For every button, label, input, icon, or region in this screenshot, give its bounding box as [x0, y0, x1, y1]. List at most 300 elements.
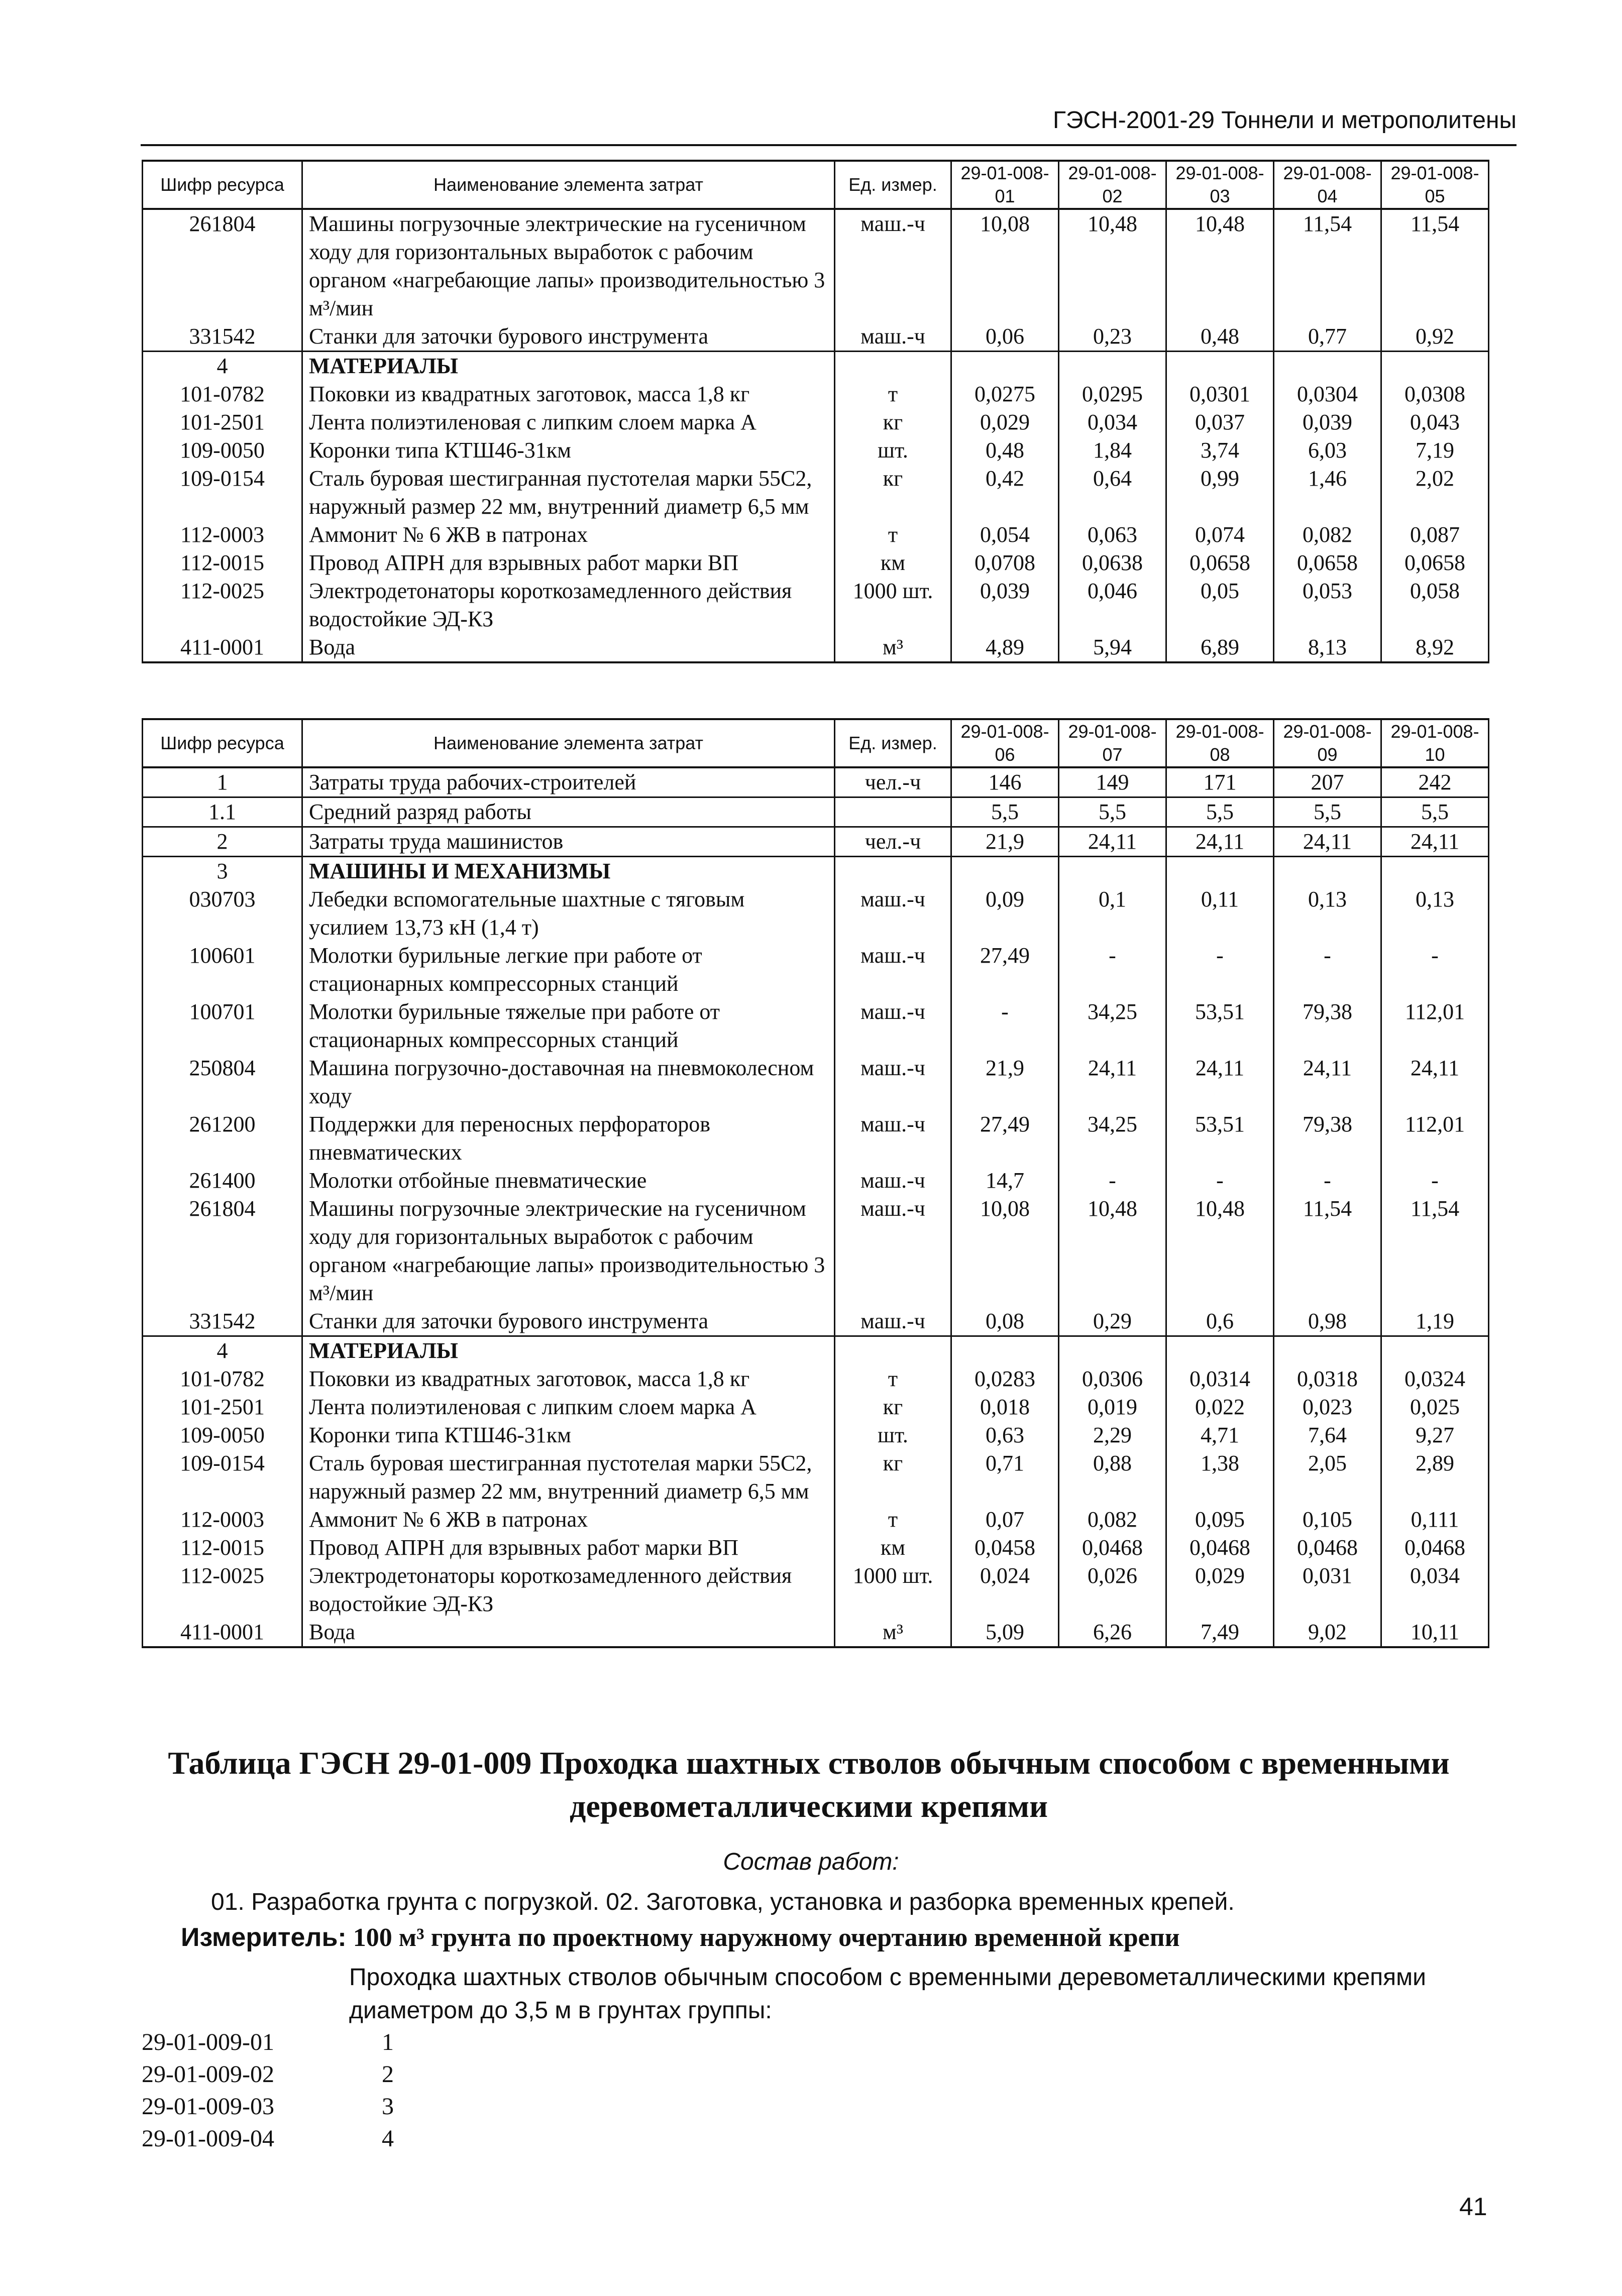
value-cell: 0,77 [1274, 322, 1381, 352]
table-row [143, 1421, 1489, 1449]
value-cell: 10,48 [1059, 209, 1166, 322]
value-cell [1274, 1336, 1381, 1365]
resource-name: Коронки типа КТШ46-31км [302, 1421, 835, 1449]
resource-name: Молотки бурильные легкие при работе от стационарных компрессорных станций [302, 942, 835, 998]
value-cell: 0,63 [951, 1421, 1059, 1449]
code: 29-01-009-03 [142, 2093, 274, 2120]
value-cell: 0,0283 [951, 1365, 1059, 1393]
unit [835, 797, 951, 827]
resource-code: 261200 [143, 1110, 302, 1167]
table-row [143, 797, 1489, 827]
table-row [143, 767, 1489, 797]
value-cell: 0,087 [1381, 521, 1489, 549]
resource-name: Молотки отбойные пневматические [302, 1167, 835, 1195]
value-cell: 10,11 [1381, 1618, 1489, 1647]
value-cell [1166, 1336, 1274, 1365]
unit: т [835, 1506, 951, 1534]
value-cell: 0,48 [1166, 322, 1274, 352]
table-row [143, 1307, 1489, 1336]
resource-code: 411-0001 [143, 633, 302, 662]
column-header: 29-01-008-10 [1381, 719, 1489, 767]
unit: кг [835, 465, 951, 521]
table-row [143, 1365, 1489, 1393]
column-header: 29-01-008-02 [1059, 161, 1166, 209]
code: 29-01-009-02 [142, 2061, 274, 2088]
value-cell: 3,74 [1166, 436, 1274, 465]
unit: кг [835, 1449, 951, 1506]
page-header [141, 103, 1517, 146]
unit: маш.-ч [835, 1110, 951, 1167]
resource-code: 101-2501 [143, 1393, 302, 1421]
value-cell: 10,48 [1059, 1195, 1166, 1307]
value-cell: 5,09 [951, 1618, 1059, 1647]
resource-code: 101-0782 [143, 1365, 302, 1393]
value-cell: 0,0324 [1381, 1365, 1489, 1393]
value-cell: 5,5 [1166, 797, 1274, 827]
table-row [143, 521, 1489, 549]
resource-name: Машины погрузочные электрические на гусеничном ходу для горизонтальных выработок с рабочим органом «нагребающие лапы» производительностью 3 м³/мин [302, 209, 835, 322]
unit: кг [835, 408, 951, 436]
value-cell: 0,42 [951, 465, 1059, 521]
section-title: Таблица ГЭСН 29-01-009 Проходка шахтных стволов обычным способом с временными деревометаллическими крепями [168, 1745, 1450, 1824]
value-cell: 0,034 [1059, 408, 1166, 436]
group: 3 [382, 2093, 394, 2120]
value-cell: 0,13 [1381, 885, 1489, 942]
value-cell: 0,026 [1059, 1562, 1166, 1618]
unit [835, 352, 951, 381]
value-cell: 6,03 [1274, 436, 1381, 465]
value-cell: 0,023 [1274, 1393, 1381, 1421]
resource-code: 112-0025 [143, 1562, 302, 1618]
group: 1 [382, 2029, 394, 2055]
value-cell [951, 857, 1059, 886]
resource-name: МАТЕРИАЛЫ [302, 352, 835, 381]
value-cell: 24,11 [1166, 1054, 1274, 1110]
table-row [143, 633, 1489, 662]
value-cell: 0,082 [1059, 1506, 1166, 1534]
value-cell: - [1274, 1167, 1381, 1195]
unit: чел.-ч [835, 827, 951, 857]
resource-code: 112-0003 [143, 521, 302, 549]
value-cell: 0,0304 [1274, 380, 1381, 408]
value-cell: 11,54 [1274, 209, 1381, 322]
table-row [143, 1167, 1489, 1195]
value-cell: 7,64 [1274, 1421, 1381, 1449]
column-header: 29-01-008-01 [951, 161, 1059, 209]
unit: м³ [835, 1618, 951, 1647]
resource-code: 109-0154 [143, 1449, 302, 1506]
value-cell: 0,06 [951, 322, 1059, 352]
table-header-row [143, 161, 1489, 209]
value-cell: 0,053 [1274, 577, 1381, 633]
value-cell: 4,71 [1166, 1421, 1274, 1449]
value-cell: - [1059, 1167, 1166, 1195]
value-cell: 14,7 [951, 1167, 1059, 1195]
value-cell: 0,0275 [951, 380, 1059, 408]
value-cell [1274, 857, 1381, 886]
resource-code: 3 [143, 857, 302, 886]
value-cell: 8,13 [1274, 633, 1381, 662]
resource-name: Лента полиэтиленовая с липким слоем марка А [302, 1393, 835, 1421]
value-cell: 7,49 [1166, 1618, 1274, 1647]
resource-code: 101-0782 [143, 380, 302, 408]
value-cell: 9,27 [1381, 1421, 1489, 1449]
unit: т [835, 521, 951, 549]
table-row [143, 465, 1489, 521]
value-cell: 0,11 [1166, 885, 1274, 942]
value-cell: 0,48 [951, 436, 1059, 465]
table-row [143, 577, 1489, 633]
table-header-row [143, 719, 1489, 767]
group: 2 [382, 2061, 394, 2088]
value-cell: 9,02 [1274, 1618, 1381, 1647]
value-cell: 27,49 [951, 1110, 1059, 1167]
resource-code: 250804 [143, 1054, 302, 1110]
value-cell: 0,034 [1381, 1562, 1489, 1618]
value-cell: 34,25 [1059, 1110, 1166, 1167]
value-cell: 0,0658 [1381, 549, 1489, 577]
value-cell: 8,92 [1381, 633, 1489, 662]
unit: маш.-ч [835, 209, 951, 322]
section-description: Проходка шахтных стволов обычным способом с временными деревометаллическими крепями диаметром до 3,5 м в грунтах группы: [349, 1964, 1426, 2024]
value-cell: 0,0295 [1059, 380, 1166, 408]
value-cell: 10,48 [1166, 209, 1274, 322]
value-cell: 0,05 [1166, 577, 1274, 633]
unit: шт. [835, 1421, 951, 1449]
unit [835, 857, 951, 886]
value-cell: 0,029 [951, 408, 1059, 436]
value-cell: - [1059, 942, 1166, 998]
resource-name: Лебедки вспомогательные шахтные с тяговым усилием 13,73 кН (1,4 т) [302, 885, 835, 942]
column-header: Ед. измер. [835, 161, 951, 209]
value-cell: 24,11 [1274, 1054, 1381, 1110]
value-cell: 0,0306 [1059, 1365, 1166, 1393]
value-cell: 24,11 [1166, 827, 1274, 857]
unit: кг [835, 1393, 951, 1421]
resource-name: Затраты труда машинистов [302, 827, 835, 857]
value-cell: 0,98 [1274, 1307, 1381, 1336]
table-row [143, 352, 1489, 381]
resource-name: Средний разряд работы [302, 797, 835, 827]
value-cell: 0,037 [1166, 408, 1274, 436]
value-cell [1381, 857, 1489, 886]
value-cell: 11,54 [1274, 1195, 1381, 1307]
value-cell: 0,074 [1166, 521, 1274, 549]
value-cell: 1,46 [1274, 465, 1381, 521]
measure [181, 1922, 1180, 1953]
resource-code: 2 [143, 827, 302, 857]
value-cell: 0,0658 [1166, 549, 1274, 577]
value-cell: 1,38 [1166, 1449, 1274, 1506]
measure-label: Измеритель: [181, 1923, 347, 1952]
value-cell: 0,058 [1381, 577, 1489, 633]
value-cell: 5,5 [951, 797, 1059, 827]
value-cell: 24,11 [1059, 1054, 1166, 1110]
value-cell: 6,89 [1166, 633, 1274, 662]
resource-code: 4 [143, 352, 302, 381]
value-cell: 0,024 [951, 1562, 1059, 1618]
resource-name: Поковки из квадратных заготовок, масса 1,8 кг [302, 380, 835, 408]
resource-code: 261400 [143, 1167, 302, 1195]
unit: маш.-ч [835, 1307, 951, 1336]
value-cell: 5,5 [1381, 797, 1489, 827]
value-cell: 0,0658 [1274, 549, 1381, 577]
table-row [143, 1110, 1489, 1167]
value-cell: 10,48 [1166, 1195, 1274, 1307]
column-header: Шифр ресурса [143, 719, 302, 767]
value-cell: 0,043 [1381, 408, 1489, 436]
resource-name: Электродетонаторы короткозамедленного действия водостойкие ЭД-КЗ [302, 577, 835, 633]
unit: маш.-ч [835, 322, 951, 352]
resource-code: 331542 [143, 1307, 302, 1336]
column-header: Наименование элемента затрат [302, 719, 835, 767]
value-cell: - [1381, 942, 1489, 998]
resource-name: Вода [302, 1618, 835, 1647]
value-cell: 0,92 [1381, 322, 1489, 352]
unit: чел.-ч [835, 767, 951, 797]
value-cell: 0,0468 [1166, 1534, 1274, 1562]
value-cell: 21,9 [951, 1054, 1059, 1110]
column-header: Шифр ресурса [143, 161, 302, 209]
value-cell [951, 352, 1059, 381]
value-cell: 24,11 [1381, 1054, 1489, 1110]
code: 29-01-009-04 [142, 2125, 274, 2152]
value-cell: 0,1 [1059, 885, 1166, 942]
value-cell: 0,046 [1059, 577, 1166, 633]
column-header: Ед. измер. [835, 719, 951, 767]
value-cell: 0,99 [1166, 465, 1274, 521]
value-cell: 2,29 [1059, 1421, 1166, 1449]
value-cell: 0,23 [1059, 322, 1166, 352]
table-row [143, 942, 1489, 998]
resource-name: Лента полиэтиленовая с липким слоем марка А [302, 408, 835, 436]
value-cell: 0,09 [951, 885, 1059, 942]
table-row [143, 885, 1489, 942]
value-cell [951, 1336, 1059, 1365]
resource-code: 411-0001 [143, 1618, 302, 1647]
value-cell: 10,08 [951, 1195, 1059, 1307]
unit: 1000 шт. [835, 577, 951, 633]
value-cell: 1,19 [1381, 1307, 1489, 1336]
column-header: 29-01-008-07 [1059, 719, 1166, 767]
value-cell: 0,0314 [1166, 1365, 1274, 1393]
value-cell: 0,88 [1059, 1449, 1166, 1506]
table-row [143, 549, 1489, 577]
value-cell: - [1166, 1167, 1274, 1195]
measure-value: 100 м³ грунта по проектному наружному очертанию временной крепи [353, 1923, 1180, 1952]
table-row [143, 1336, 1489, 1365]
resource-name: Провод АПРН для взрывных работ марки ВП [302, 549, 835, 577]
table-row [143, 1618, 1489, 1647]
resource-code: 112-0003 [143, 1506, 302, 1534]
works-label: Состав работ: [723, 1849, 899, 1875]
value-cell: 5,5 [1059, 797, 1166, 827]
value-cell: 0,025 [1381, 1393, 1489, 1421]
column-header: 29-01-008-09 [1274, 719, 1381, 767]
value-cell: 0,71 [951, 1449, 1059, 1506]
resource-code: 331542 [143, 322, 302, 352]
column-header: 29-01-008-04 [1274, 161, 1381, 209]
value-cell: 0,054 [951, 521, 1059, 549]
resource-code: 109-0050 [143, 1421, 302, 1449]
value-cell: 0,0301 [1166, 380, 1274, 408]
column-header: 29-01-008-08 [1166, 719, 1274, 767]
value-cell: 0,039 [951, 577, 1059, 633]
table-row [143, 209, 1489, 322]
column-header: 29-01-008-03 [1166, 161, 1274, 209]
unit: м³ [835, 633, 951, 662]
code: 29-01-009-01 [142, 2029, 274, 2055]
value-cell [1059, 352, 1166, 381]
value-cell: 4,89 [951, 633, 1059, 662]
resource-name: Затраты труда рабочих-строителей [302, 767, 835, 797]
resource-code: 109-0154 [143, 465, 302, 521]
resource-name: Аммонит № 6 ЖВ в патронах [302, 521, 835, 549]
unit: маш.-ч [835, 998, 951, 1054]
table-row [143, 1393, 1489, 1421]
value-cell: 24,11 [1381, 827, 1489, 857]
value-cell: - [1166, 942, 1274, 998]
table-row [143, 1534, 1489, 1562]
table-row [143, 1562, 1489, 1618]
value-cell: 2,89 [1381, 1449, 1489, 1506]
table-row [143, 408, 1489, 436]
resource-code: 112-0015 [143, 1534, 302, 1562]
value-cell [1059, 857, 1166, 886]
code-list [142, 2026, 394, 2155]
value-cell: 0,022 [1166, 1393, 1274, 1421]
resource-code: 100701 [143, 998, 302, 1054]
value-cell: 6,26 [1059, 1618, 1166, 1647]
value-cell: 21,9 [951, 827, 1059, 857]
table-row [143, 827, 1489, 857]
resource-code: 112-0025 [143, 577, 302, 633]
value-cell: 207 [1274, 767, 1381, 797]
value-cell: 0,13 [1274, 885, 1381, 942]
resource-name: Молотки бурильные тяжелые при работе от стационарных компрессорных станций [302, 998, 835, 1054]
resource-name: Машины погрузочные электрические на гусеничном ходу для горизонтальных выработок с рабочим органом «нагребающие лапы» производительностью 3 м³/мин [302, 1195, 835, 1307]
value-cell: 7,19 [1381, 436, 1489, 465]
value-cell: 5,94 [1059, 633, 1166, 662]
value-cell: 0,031 [1274, 1562, 1381, 1618]
value-cell: 0,0468 [1381, 1534, 1489, 1562]
value-cell: 0,0308 [1381, 380, 1489, 408]
resource-name: Провод АПРН для взрывных работ марки ВП [302, 1534, 835, 1562]
value-cell: - [1274, 942, 1381, 998]
value-cell: 0,29 [1059, 1307, 1166, 1336]
value-cell: - [951, 998, 1059, 1054]
value-cell [1381, 352, 1489, 381]
value-cell: 0,08 [951, 1307, 1059, 1336]
value-cell: 0,018 [951, 1393, 1059, 1421]
value-cell: 1,84 [1059, 436, 1166, 465]
value-cell: 10,08 [951, 209, 1059, 322]
value-cell: 53,51 [1166, 998, 1274, 1054]
value-cell: 0,0708 [951, 549, 1059, 577]
resource-table-2 [142, 718, 1489, 1648]
unit: маш.-ч [835, 885, 951, 942]
unit: маш.-ч [835, 942, 951, 998]
value-cell: 79,38 [1274, 1110, 1381, 1167]
resource-code: 112-0015 [143, 549, 302, 577]
unit: маш.-ч [835, 1054, 951, 1110]
table-row [143, 1054, 1489, 1110]
value-cell: 0,111 [1381, 1506, 1489, 1534]
value-cell: 0,0318 [1274, 1365, 1381, 1393]
value-cell: 0,0458 [951, 1534, 1059, 1562]
table-row [143, 380, 1489, 408]
value-cell [1166, 352, 1274, 381]
value-cell: 2,05 [1274, 1449, 1381, 1506]
value-cell: 149 [1059, 767, 1166, 797]
table-row [143, 436, 1489, 465]
resource-code: 1 [143, 767, 302, 797]
column-header: 29-01-008-05 [1381, 161, 1489, 209]
value-cell [1166, 857, 1274, 886]
unit: км [835, 1534, 951, 1562]
header-title: ГЭСН-2001-29 Тоннели и метрополитены [1052, 107, 1517, 134]
value-cell [1059, 1336, 1166, 1365]
resource-code: 101-2501 [143, 408, 302, 436]
value-cell: 53,51 [1166, 1110, 1274, 1167]
resource-name: Коронки типа КТШ46-31км [302, 436, 835, 465]
value-cell: 0,082 [1274, 521, 1381, 549]
value-cell: 11,54 [1381, 1195, 1489, 1307]
unit: шт. [835, 436, 951, 465]
resource-code: 109-0050 [143, 436, 302, 465]
value-cell: - [1381, 1167, 1489, 1195]
value-cell: 0,095 [1166, 1506, 1274, 1534]
table-row [143, 998, 1489, 1054]
value-cell: 24,11 [1274, 827, 1381, 857]
resource-code: 261804 [143, 209, 302, 322]
table-row [143, 1195, 1489, 1307]
code-row [142, 2123, 394, 2155]
value-cell: 242 [1381, 767, 1489, 797]
value-cell [1381, 1336, 1489, 1365]
value-cell: 0,029 [1166, 1562, 1274, 1618]
unit: 1000 шт. [835, 1562, 951, 1618]
value-cell: 0,019 [1059, 1393, 1166, 1421]
value-cell: 0,64 [1059, 465, 1166, 521]
unit: км [835, 549, 951, 577]
value-cell: 5,5 [1274, 797, 1381, 827]
value-cell [1274, 352, 1381, 381]
value-cell: 0,0468 [1274, 1534, 1381, 1562]
unit [835, 1336, 951, 1365]
code-row [142, 2058, 394, 2091]
resource-code: 1.1 [143, 797, 302, 827]
column-header: 29-01-008-06 [951, 719, 1059, 767]
column-header: Наименование элемента затрат [302, 161, 835, 209]
resource-name: Поковки из квадратных заготовок, масса 1,8 кг [302, 1365, 835, 1393]
value-cell: 79,38 [1274, 998, 1381, 1054]
value-cell: 0,105 [1274, 1506, 1381, 1534]
resource-name: Сталь буровая шестигранная пустотелая марки 55С2, наружный размер 22 мм, внутренний диаметр 6,5 мм [302, 465, 835, 521]
resource-table-1 [142, 160, 1489, 663]
resource-name: Поддержки для переносных перфораторов пневматических [302, 1110, 835, 1167]
resource-code: 030703 [143, 885, 302, 942]
value-cell: 112,01 [1381, 998, 1489, 1054]
resource-code: 4 [143, 1336, 302, 1365]
value-cell: 27,49 [951, 942, 1059, 998]
value-cell: 0,0638 [1059, 549, 1166, 577]
resource-name: Сталь буровая шестигранная пустотелая марки 55С2, наружный размер 22 мм, внутренний диаметр 6,5 мм [302, 1449, 835, 1506]
value-cell: 0,07 [951, 1506, 1059, 1534]
resource-code: 100601 [143, 942, 302, 998]
table-row [143, 1506, 1489, 1534]
table-row [143, 857, 1489, 886]
